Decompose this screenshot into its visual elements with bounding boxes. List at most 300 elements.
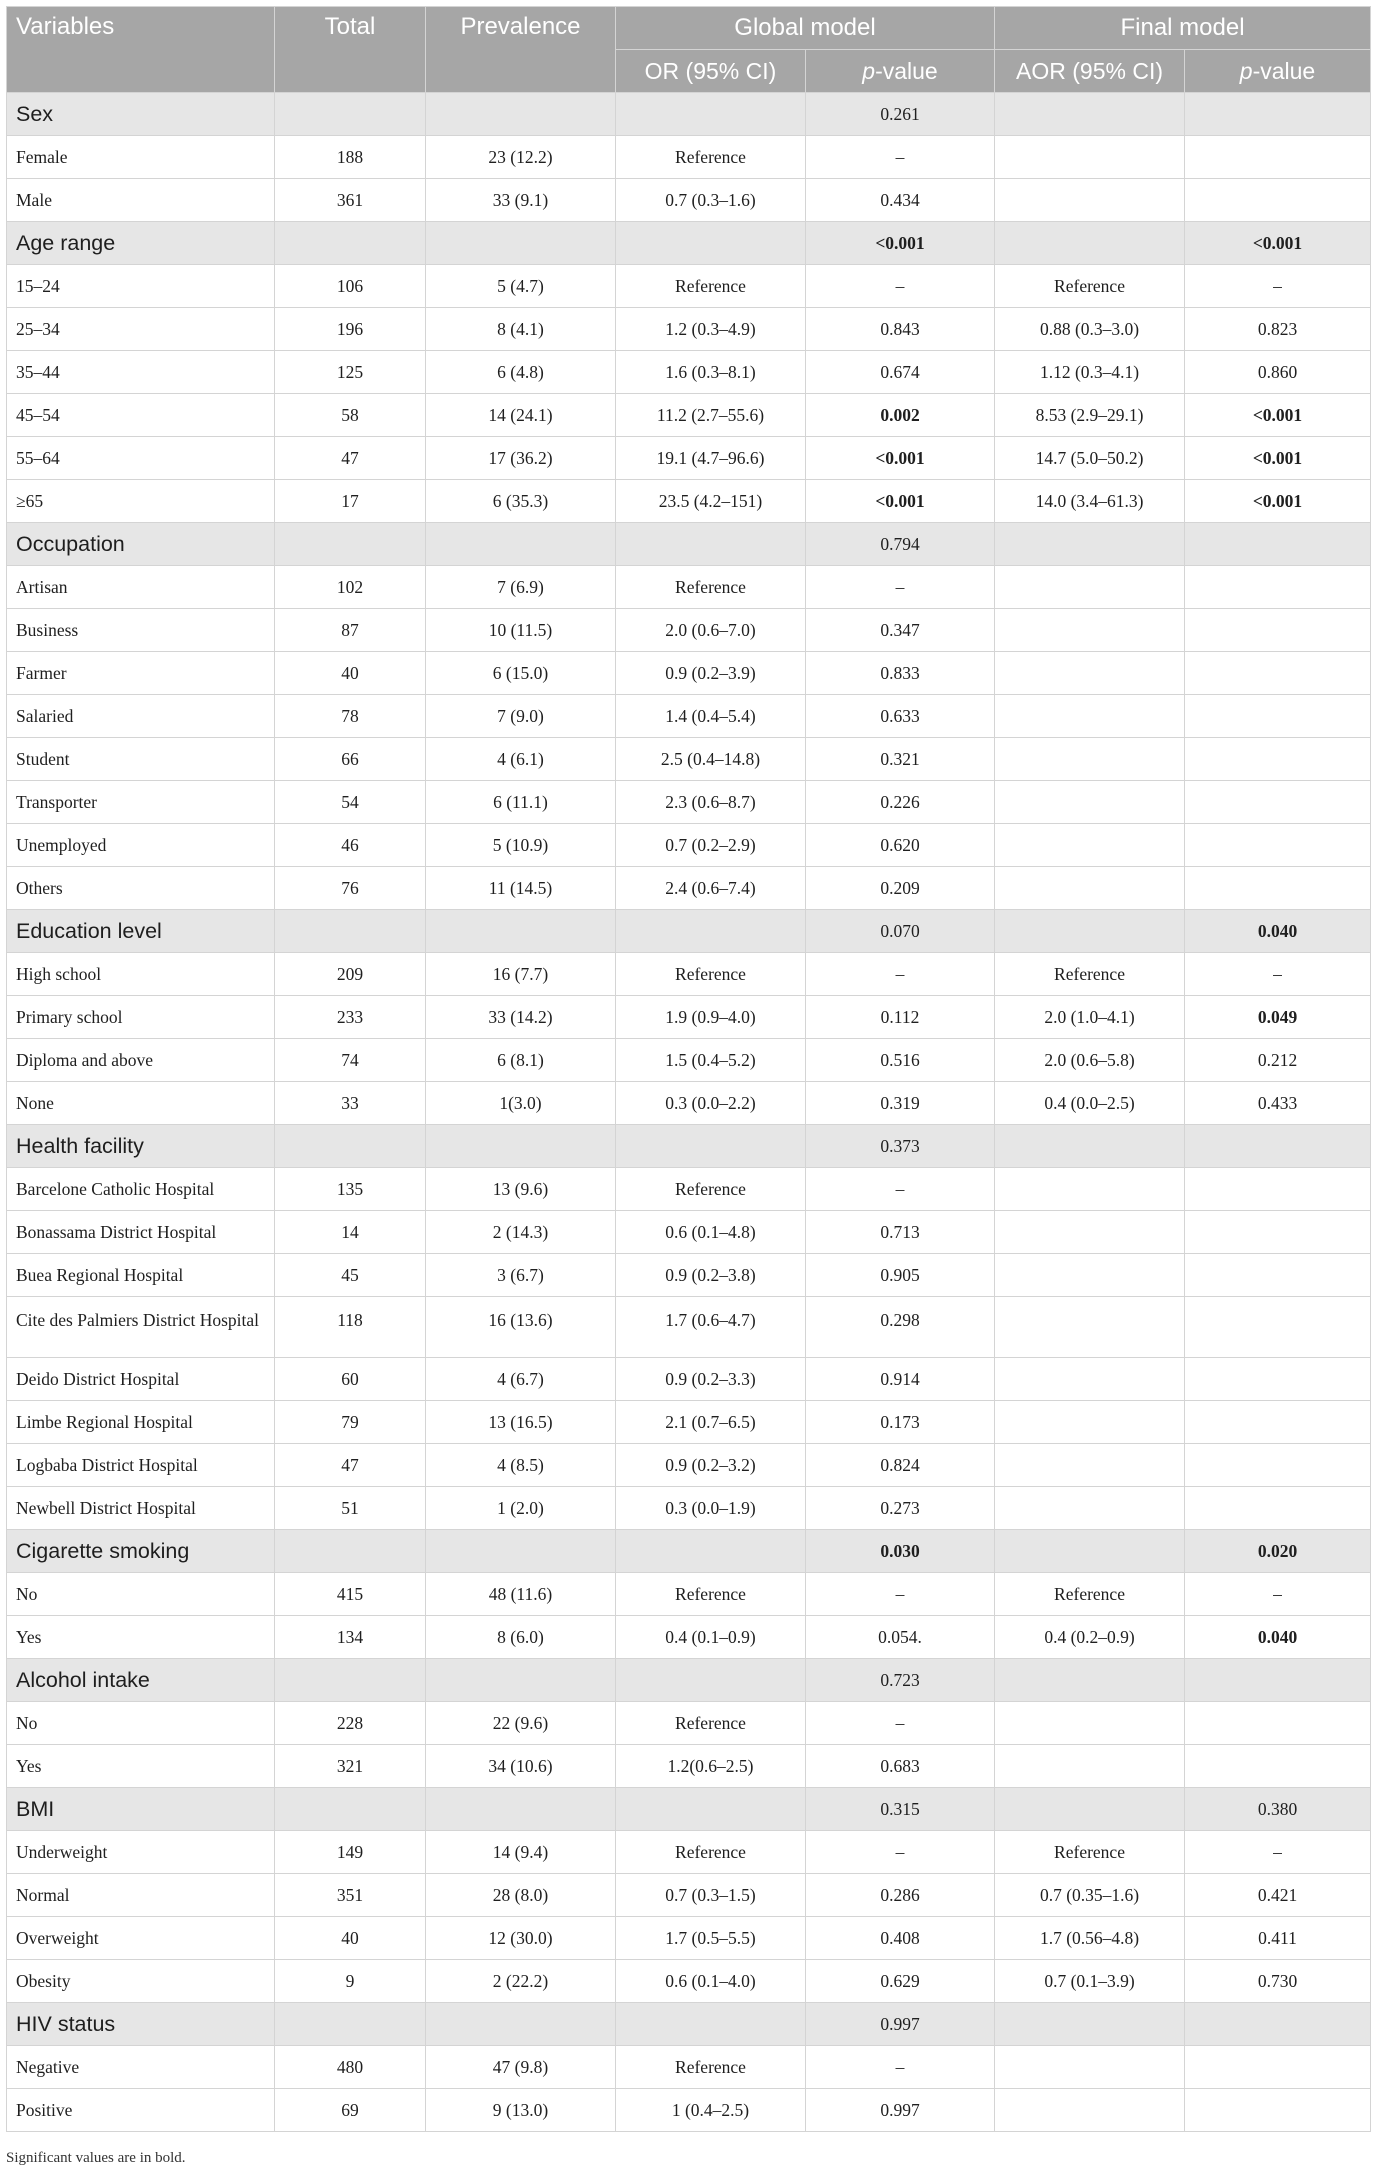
cell-global-p-value: – <box>806 1702 995 1745</box>
table-row <box>7 1831 1371 1874</box>
cell-aor-ci: Reference <box>995 1573 1185 1616</box>
table-row <box>7 1168 1371 1211</box>
cell-or-ci: 0.6 (0.1–4.0) <box>616 1960 806 2003</box>
cell-total: 188 <box>275 136 426 179</box>
row-label: Transporter <box>7 781 275 824</box>
cell-total: 47 <box>275 1444 426 1487</box>
cell-final-p-value <box>1185 1358 1371 1401</box>
cell-or-ci: Reference <box>616 2046 806 2089</box>
cell-total: 78 <box>275 695 426 738</box>
cell-or-ci: 0.4 (0.1–0.9) <box>616 1616 806 1659</box>
cell-aor-ci <box>995 781 1185 824</box>
cell-or-ci: 2.4 (0.6–7.4) <box>616 867 806 910</box>
cell-prevalence: 16 (13.6) <box>426 1297 616 1358</box>
row-label: Underweight <box>7 1831 275 1874</box>
table-row <box>7 652 1371 695</box>
row-label: Farmer <box>7 652 275 695</box>
cell-global-p-value: 0.112 <box>806 996 995 1039</box>
cell-aor-ci: 1.7 (0.56–4.8) <box>995 1917 1185 1960</box>
cell-aor-ci <box>995 824 1185 867</box>
cell-or-ci <box>616 2003 806 2046</box>
col-final-model: Final model <box>995 7 1371 50</box>
group-row <box>7 2003 1371 2046</box>
cell-total: 233 <box>275 996 426 1039</box>
cell-global-p-value: 0.315 <box>806 1788 995 1831</box>
cell-prevalence <box>426 1788 616 1831</box>
cell-total: 40 <box>275 1917 426 1960</box>
table-header <box>7 7 1371 93</box>
cell-final-p-value: <0.001 <box>1185 480 1371 523</box>
cell-prevalence: 13 (9.6) <box>426 1168 616 1211</box>
row-label: None <box>7 1082 275 1125</box>
cell-final-p-value <box>1185 1401 1371 1444</box>
footnote: Significant values are in bold. <box>6 2150 186 2166</box>
cell-final-p-value <box>1185 652 1371 695</box>
cell-final-p-value <box>1185 867 1371 910</box>
col-prevalence: Prevalence <box>426 7 616 93</box>
cell-or-ci <box>616 523 806 566</box>
row-label: Logbaba District Hospital <box>7 1444 275 1487</box>
cell-total: 134 <box>275 1616 426 1659</box>
cell-or-ci: 0.9 (0.2–3.9) <box>616 652 806 695</box>
cell-final-p-value <box>1185 1487 1371 1530</box>
cell-aor-ci <box>995 566 1185 609</box>
cell-aor-ci <box>995 1487 1185 1530</box>
cell-prevalence: 6 (15.0) <box>426 652 616 695</box>
group-label: Education level <box>7 910 275 953</box>
cell-or-ci: Reference <box>616 1702 806 1745</box>
group-row <box>7 1788 1371 1831</box>
cell-aor-ci: 14.0 (3.4–61.3) <box>995 480 1185 523</box>
cell-total: 79 <box>275 1401 426 1444</box>
row-label: Student <box>7 738 275 781</box>
cell-aor-ci: 14.7 (5.0–50.2) <box>995 437 1185 480</box>
cell-total: 118 <box>275 1297 426 1358</box>
cell-aor-ci: 2.0 (0.6–5.8) <box>995 1039 1185 1082</box>
cell-or-ci: 1.6 (0.3–8.1) <box>616 351 806 394</box>
cell-prevalence <box>426 1659 616 1702</box>
cell-prevalence: 6 (8.1) <box>426 1039 616 1082</box>
cell-final-p-value <box>1185 1297 1371 1358</box>
cell-total: 125 <box>275 351 426 394</box>
cell-final-p-value: – <box>1185 1573 1371 1616</box>
cell-aor-ci: 0.4 (0.2–0.9) <box>995 1616 1185 1659</box>
cell-prevalence: 13 (16.5) <box>426 1401 616 1444</box>
table-row <box>7 1874 1371 1917</box>
cell-or-ci: 1.2 (0.3–4.9) <box>616 308 806 351</box>
row-label: Yes <box>7 1745 275 1788</box>
table-row <box>7 781 1371 824</box>
cell-or-ci: 1.2(0.6–2.5) <box>616 1745 806 1788</box>
cell-global-p-value: 0.997 <box>806 2003 995 2046</box>
cell-aor-ci <box>995 1530 1185 1573</box>
row-label: Male <box>7 179 275 222</box>
cell-global-p-value: 0.286 <box>806 1874 995 1917</box>
col-final-p-value: p-value <box>1185 50 1371 93</box>
table-row <box>7 1616 1371 1659</box>
row-label: Barcelone Catholic Hospital <box>7 1168 275 1211</box>
cell-global-p-value: 0.226 <box>806 781 995 824</box>
cell-prevalence: 17 (36.2) <box>426 437 616 480</box>
cell-global-p-value: – <box>806 1831 995 1874</box>
cell-aor-ci <box>995 1211 1185 1254</box>
cell-prevalence: 9 (13.0) <box>426 2089 616 2132</box>
row-label: Cite des Palmiers District Hospital <box>7 1297 275 1358</box>
table-row <box>7 609 1371 652</box>
cell-or-ci <box>616 222 806 265</box>
cell-aor-ci <box>995 179 1185 222</box>
cell-prevalence: 2 (14.3) <box>426 1211 616 1254</box>
cell-final-p-value: 0.433 <box>1185 1082 1371 1125</box>
cell-prevalence: 5 (10.9) <box>426 824 616 867</box>
cell-total: 87 <box>275 609 426 652</box>
row-label: Others <box>7 867 275 910</box>
cell-aor-ci <box>995 1401 1185 1444</box>
cell-aor-ci <box>995 1444 1185 1487</box>
row-label: ≥65 <box>7 480 275 523</box>
cell-or-ci: 0.7 (0.2–2.9) <box>616 824 806 867</box>
cell-aor-ci <box>995 1702 1185 1745</box>
group-label: Occupation <box>7 523 275 566</box>
row-label: Female <box>7 136 275 179</box>
group-row <box>7 910 1371 953</box>
row-label: Positive <box>7 2089 275 2132</box>
cell-final-p-value <box>1185 179 1371 222</box>
cell-final-p-value <box>1185 1125 1371 1168</box>
cell-global-p-value: 0.997 <box>806 2089 995 2132</box>
cell-or-ci: 0.9 (0.2–3.2) <box>616 1444 806 1487</box>
cell-or-ci: 23.5 (4.2–151) <box>616 480 806 523</box>
cell-or-ci: 0.7 (0.3–1.6) <box>616 179 806 222</box>
cell-total: 106 <box>275 265 426 308</box>
cell-or-ci: 1.7 (0.6–4.7) <box>616 1297 806 1358</box>
cell-total: 9 <box>275 1960 426 2003</box>
col-variables: Variables <box>7 7 275 93</box>
cell-total: 33 <box>275 1082 426 1125</box>
row-label: Bonassama District Hospital <box>7 1211 275 1254</box>
cell-global-p-value: 0.674 <box>806 351 995 394</box>
group-row <box>7 1125 1371 1168</box>
cell-global-p-value: 0.373 <box>806 1125 995 1168</box>
cell-prevalence: 8 (6.0) <box>426 1616 616 1659</box>
cell-global-p-value: 0.408 <box>806 1917 995 1960</box>
cell-total: 66 <box>275 738 426 781</box>
cell-global-p-value: 0.173 <box>806 1401 995 1444</box>
cell-aor-ci: Reference <box>995 953 1185 996</box>
group-row <box>7 523 1371 566</box>
cell-total: 149 <box>275 1831 426 1874</box>
table-row <box>7 1358 1371 1401</box>
cell-or-ci <box>616 1659 806 1702</box>
cell-prevalence: 11 (14.5) <box>426 867 616 910</box>
cell-global-p-value: 0.273 <box>806 1487 995 1530</box>
cell-final-p-value: 0.049 <box>1185 996 1371 1039</box>
cell-total: 135 <box>275 1168 426 1211</box>
cell-final-p-value <box>1185 695 1371 738</box>
row-label: Newbell District Hospital <box>7 1487 275 1530</box>
cell-global-p-value: 0.723 <box>806 1659 995 1702</box>
cell-prevalence: 33 (14.2) <box>426 996 616 1039</box>
table-row <box>7 1573 1371 1616</box>
cell-final-p-value: 0.040 <box>1185 910 1371 953</box>
cell-aor-ci <box>995 652 1185 695</box>
table-row <box>7 1745 1371 1788</box>
cell-or-ci: 2.1 (0.7–6.5) <box>616 1401 806 1444</box>
table-row <box>7 1039 1371 1082</box>
cell-prevalence: 6 (11.1) <box>426 781 616 824</box>
cell-global-p-value: – <box>806 1168 995 1211</box>
table-row <box>7 738 1371 781</box>
cell-prevalence: 5 (4.7) <box>426 265 616 308</box>
cell-total: 46 <box>275 824 426 867</box>
cell-or-ci: Reference <box>616 265 806 308</box>
table-row <box>7 2089 1371 2132</box>
cell-or-ci: Reference <box>616 1573 806 1616</box>
row-label: 35–44 <box>7 351 275 394</box>
table-row <box>7 1702 1371 1745</box>
cell-aor-ci: Reference <box>995 265 1185 308</box>
cell-aor-ci: Reference <box>995 1831 1185 1874</box>
cell-total: 480 <box>275 2046 426 2089</box>
col-total: Total <box>275 7 426 93</box>
col-global-p-value: p-value <box>806 50 995 93</box>
cell-aor-ci <box>995 695 1185 738</box>
cell-total: 54 <box>275 781 426 824</box>
table-row <box>7 394 1371 437</box>
cell-global-p-value: 0.629 <box>806 1960 995 2003</box>
cell-final-p-value <box>1185 523 1371 566</box>
cell-aor-ci: 0.4 (0.0–2.5) <box>995 1082 1185 1125</box>
cell-global-p-value: 0.030 <box>806 1530 995 1573</box>
group-label: Age range <box>7 222 275 265</box>
cell-aor-ci <box>995 1168 1185 1211</box>
cell-or-ci: Reference <box>616 1831 806 1874</box>
cell-total <box>275 93 426 136</box>
cell-global-p-value: 0.321 <box>806 738 995 781</box>
cell-prevalence: 6 (4.8) <box>426 351 616 394</box>
cell-prevalence: 14 (24.1) <box>426 394 616 437</box>
cell-or-ci: 1 (0.4–2.5) <box>616 2089 806 2132</box>
cell-prevalence: 16 (7.7) <box>426 953 616 996</box>
table-row <box>7 824 1371 867</box>
cell-or-ci: 2.3 (0.6–8.7) <box>616 781 806 824</box>
cell-prevalence: 1(3.0) <box>426 1082 616 1125</box>
cell-total: 47 <box>275 437 426 480</box>
cell-final-p-value <box>1185 1745 1371 1788</box>
cell-aor-ci: 8.53 (2.9–29.1) <box>995 394 1185 437</box>
row-label: 15–24 <box>7 265 275 308</box>
col-aor-ci: AOR (95% CI) <box>995 50 1185 93</box>
cell-global-p-value: 0.002 <box>806 394 995 437</box>
table-row <box>7 867 1371 910</box>
cell-total: 74 <box>275 1039 426 1082</box>
cell-or-ci: Reference <box>616 1168 806 1211</box>
group-label: Health facility <box>7 1125 275 1168</box>
cell-total: 76 <box>275 867 426 910</box>
row-label: Normal <box>7 1874 275 1917</box>
cell-global-p-value: 0.843 <box>806 308 995 351</box>
cell-prevalence: 14 (9.4) <box>426 1831 616 1874</box>
cell-or-ci: 0.9 (0.2–3.3) <box>616 1358 806 1401</box>
cell-aor-ci: 0.7 (0.1–3.9) <box>995 1960 1185 2003</box>
cell-total: 60 <box>275 1358 426 1401</box>
cell-total <box>275 523 426 566</box>
cell-or-ci: 1.4 (0.4–5.4) <box>616 695 806 738</box>
cell-global-p-value: 0.319 <box>806 1082 995 1125</box>
cell-global-p-value: 0.209 <box>806 867 995 910</box>
cell-global-p-value: 0.434 <box>806 179 995 222</box>
cell-prevalence: 3 (6.7) <box>426 1254 616 1297</box>
cell-prevalence: 4 (8.5) <box>426 1444 616 1487</box>
cell-final-p-value: <0.001 <box>1185 437 1371 480</box>
cell-total <box>275 2003 426 2046</box>
cell-prevalence <box>426 1530 616 1573</box>
row-label: Primary school <box>7 996 275 1039</box>
cell-final-p-value: 0.860 <box>1185 351 1371 394</box>
cell-prevalence <box>426 93 616 136</box>
cell-total <box>275 1530 426 1573</box>
cell-final-p-value <box>1185 93 1371 136</box>
row-label: Deido District Hospital <box>7 1358 275 1401</box>
table-row <box>7 1487 1371 1530</box>
cell-aor-ci <box>995 1297 1185 1358</box>
cell-final-p-value <box>1185 1211 1371 1254</box>
table-row <box>7 179 1371 222</box>
cell-prevalence: 7 (6.9) <box>426 566 616 609</box>
cell-aor-ci <box>995 867 1185 910</box>
table-row <box>7 1401 1371 1444</box>
cell-or-ci <box>616 1125 806 1168</box>
cell-final-p-value: 0.730 <box>1185 1960 1371 2003</box>
table-row <box>7 351 1371 394</box>
cell-prevalence <box>426 523 616 566</box>
cell-global-p-value: <0.001 <box>806 222 995 265</box>
cell-global-p-value: 0.824 <box>806 1444 995 1487</box>
cell-prevalence: 6 (35.3) <box>426 480 616 523</box>
cell-aor-ci: 2.0 (1.0–4.1) <box>995 996 1185 1039</box>
cell-total: 209 <box>275 953 426 996</box>
cell-global-p-value: 0.347 <box>806 609 995 652</box>
cell-global-p-value: 0.683 <box>806 1745 995 1788</box>
cell-total <box>275 222 426 265</box>
cell-total <box>275 1788 426 1831</box>
cell-global-p-value: 0.713 <box>806 1211 995 1254</box>
cell-or-ci: 0.7 (0.3–1.5) <box>616 1874 806 1917</box>
cell-or-ci: 0.3 (0.0–2.2) <box>616 1082 806 1125</box>
cell-global-p-value: – <box>806 265 995 308</box>
row-label: Buea Regional Hospital <box>7 1254 275 1297</box>
cell-global-p-value: – <box>806 136 995 179</box>
cell-or-ci: Reference <box>616 136 806 179</box>
cell-total: 51 <box>275 1487 426 1530</box>
cell-aor-ci <box>995 1125 1185 1168</box>
table-row <box>7 996 1371 1039</box>
cell-total: 228 <box>275 1702 426 1745</box>
cell-prevalence: 1 (2.0) <box>426 1487 616 1530</box>
cell-final-p-value: – <box>1185 953 1371 996</box>
cell-total <box>275 1125 426 1168</box>
cell-or-ci: 0.9 (0.2–3.8) <box>616 1254 806 1297</box>
cell-or-ci: Reference <box>616 566 806 609</box>
row-label: No <box>7 1573 275 1616</box>
cell-final-p-value: 0.040 <box>1185 1616 1371 1659</box>
cell-global-p-value: – <box>806 1573 995 1616</box>
cell-global-p-value: 0.794 <box>806 523 995 566</box>
cell-final-p-value <box>1185 2046 1371 2089</box>
cell-total: 69 <box>275 2089 426 2132</box>
cell-final-p-value <box>1185 2089 1371 2132</box>
cell-global-p-value: – <box>806 953 995 996</box>
cell-or-ci: 0.6 (0.1–4.8) <box>616 1211 806 1254</box>
row-label: Unemployed <box>7 824 275 867</box>
cell-prevalence: 48 (11.6) <box>426 1573 616 1616</box>
cell-final-p-value: – <box>1185 1831 1371 1874</box>
table-row <box>7 480 1371 523</box>
cell-final-p-value <box>1185 136 1371 179</box>
table-body <box>7 93 1371 2132</box>
cell-prevalence: 28 (8.0) <box>426 1874 616 1917</box>
cell-prevalence: 8 (4.1) <box>426 308 616 351</box>
cell-aor-ci <box>995 2003 1185 2046</box>
cell-or-ci: 0.3 (0.0–1.9) <box>616 1487 806 1530</box>
cell-total: 17 <box>275 480 426 523</box>
cell-aor-ci: 0.7 (0.35–1.6) <box>995 1874 1185 1917</box>
cell-total: 321 <box>275 1745 426 1788</box>
cell-prevalence: 47 (9.8) <box>426 2046 616 2089</box>
row-label: No <box>7 1702 275 1745</box>
cell-prevalence: 34 (10.6) <box>426 1745 616 1788</box>
cell-final-p-value <box>1185 1168 1371 1211</box>
cell-aor-ci <box>995 2089 1185 2132</box>
table-row <box>7 265 1371 308</box>
cell-aor-ci <box>995 1745 1185 1788</box>
cell-or-ci: 2.0 (0.6–7.0) <box>616 609 806 652</box>
table-row <box>7 1917 1371 1960</box>
table-row <box>7 308 1371 351</box>
cell-global-p-value: – <box>806 2046 995 2089</box>
cell-aor-ci <box>995 910 1185 953</box>
cell-total: 14 <box>275 1211 426 1254</box>
col-or-ci: OR (95% CI) <box>616 50 806 93</box>
table-row <box>7 1297 1371 1358</box>
cell-total: 351 <box>275 1874 426 1917</box>
cell-aor-ci <box>995 1254 1185 1297</box>
cell-total: 361 <box>275 179 426 222</box>
cell-aor-ci <box>995 93 1185 136</box>
group-label: Alcohol intake <box>7 1659 275 1702</box>
cell-total <box>275 910 426 953</box>
cell-prevalence: 2 (22.2) <box>426 1960 616 2003</box>
cell-or-ci: 1.5 (0.4–5.2) <box>616 1039 806 1082</box>
cell-prevalence <box>426 910 616 953</box>
cell-prevalence: 23 (12.2) <box>426 136 616 179</box>
cell-global-p-value: 0.261 <box>806 93 995 136</box>
cell-prevalence: 7 (9.0) <box>426 695 616 738</box>
cell-final-p-value: – <box>1185 265 1371 308</box>
cell-aor-ci: 1.12 (0.3–4.1) <box>995 351 1185 394</box>
cell-aor-ci <box>995 738 1185 781</box>
cell-prevalence <box>426 2003 616 2046</box>
group-row <box>7 93 1371 136</box>
cell-final-p-value <box>1185 1444 1371 1487</box>
cell-final-p-value <box>1185 824 1371 867</box>
table-container <box>6 6 1370 2132</box>
cell-prevalence: 33 (9.1) <box>426 179 616 222</box>
table-row <box>7 1444 1371 1487</box>
cell-prevalence: 22 (9.6) <box>426 1702 616 1745</box>
cell-global-p-value: <0.001 <box>806 480 995 523</box>
cell-global-p-value: 0.905 <box>806 1254 995 1297</box>
